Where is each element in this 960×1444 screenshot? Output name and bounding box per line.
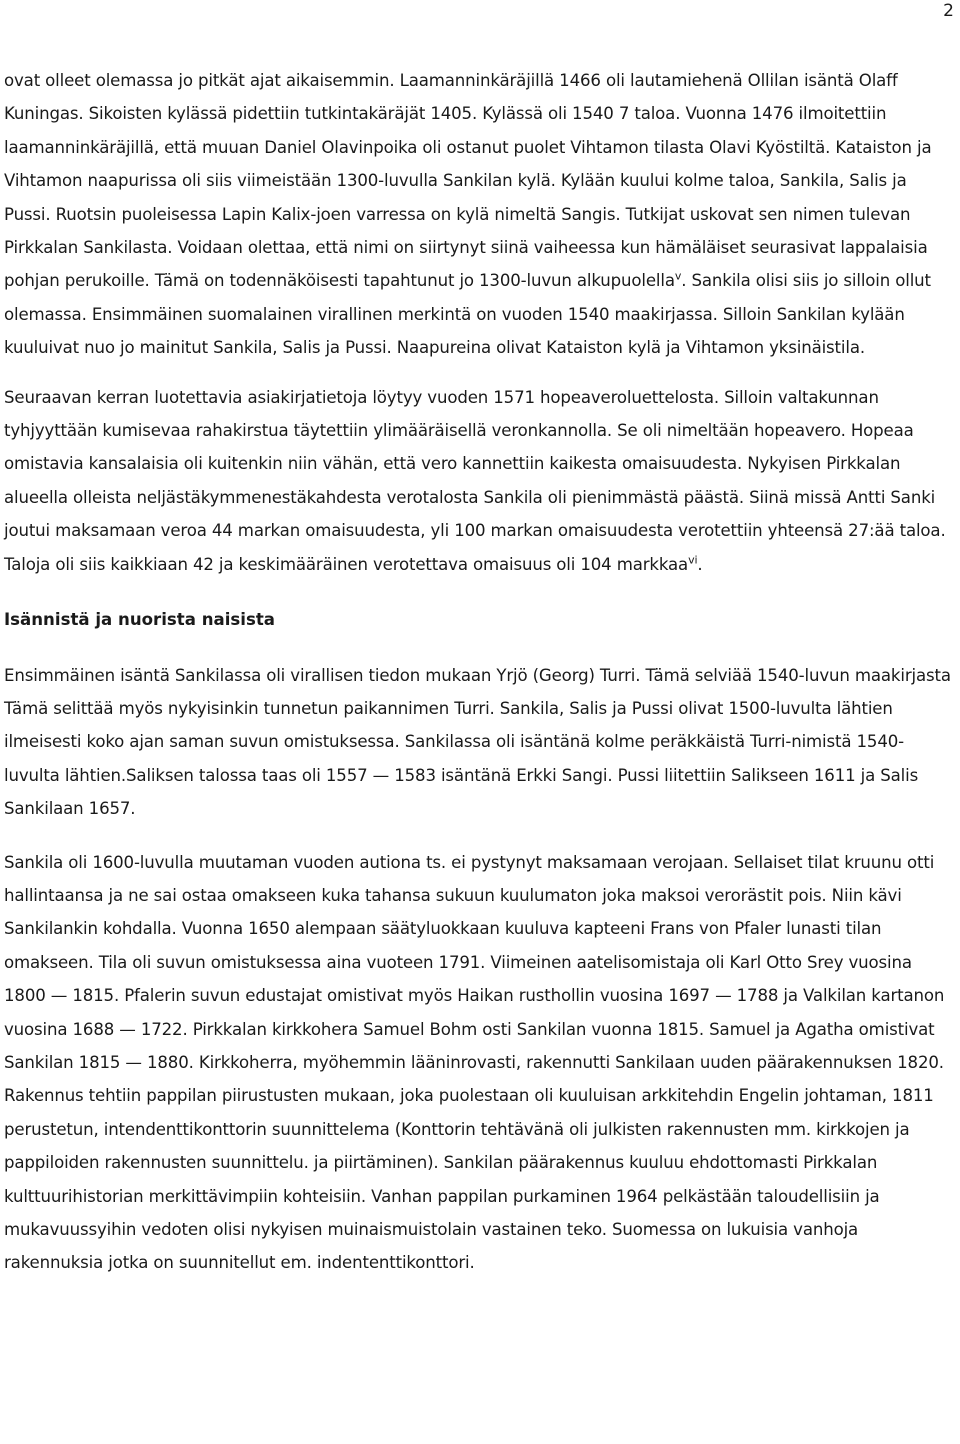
paragraph-first-masters: Ensimmäinen isäntä Sankilassa oli virallisen tiedon mukaan Yrjö (Georg) Turri. Tämä selviää 1540-luvun maakirjasta Tämä selittää myös nykyisinkin tunnetun paikannimen Turri. Sankila, Salis ja Pussi olivat 1500-luvulta lähtien ilmeisesti koko ajan saman suvun omistuksessa. Sankilassa oli isäntänä kolme peräkkäistä Turri-nimistä 1540-luvulta lähtien.Saliksen talossa taas oli 1557 — 1583 isäntänä Erkki Sangi. Pussi liitettiin Salikseen 1611 ja Salis Sankilaan 1657.: [4, 665, 951, 819]
paragraph-silver-tax: [4, 381, 956, 581]
paragraph-ownership: Sankila oli 1600-luvulla muutaman vuoden autiona ts. ei pystynyt maksamaan verojaan. Sellaiset tilat kruunu otti hallintaansa ja ne sai ostaa omakseen kuka tahansa sukuun kuulumaton joka maksoi verorästit pois. Niin kävi Sankilankin kohdalla. Vuonna 1650 alempaan säätyluokkaan kuuluva kapteeni Frans von Pfaler lunasti tilan omakseen. Tila oli suvun omistuksessa aina vuoteen 1791. Viimeinen aatelisomistaja oli Karl Otto Srey vuosina 1800 — 1815. Pfalerin suvun edustajat omistivat myös Haikan rusthollin vuosina 1697 — 1788 ja Valkilan kartanon vuosina 1688 — 1722. Pirkkalan kirkkohera Samuel Bohm osti Sankilan vuonna 1815. Samuel ja Agatha omistivat Sankilan 1815 — 1880. Kirkkoherra, myöhemmin lääninrovasti, rakennutti Sankilaan uuden päärakennuksen 1820. Rakennus tehtiin pappilan piirustusten mukaan, joka puolestaan oli kuuluisan arkkitehdin Engelin johtaman, 1811 perustetun, intendenttikonttorin suunnittelema (Konttorin tehtävänä oli julkisten rakennusten mm. kirkkojen ja pappiloiden rakennusten suunnittelu. ja piirtäminen). Sankilan päärakennus kuuluu ehdottomasti Pirkkalan kulttuurihistorian merkittävimpiin kohteisiin. Vanhan pappilan purkaminen 1964 pelkästään taloudellisiin ja mukavuussyihin vedoten olisi nykyisen muinaismuistolain vastainen teko. Suomessa on lukuisia vanhoja rakennuksia jotka on suunnitellut em. indententtikonttori.: [4, 852, 945, 1273]
footnote-marker-vi[interactable]: vi: [688, 553, 698, 567]
paragraph-history-text: ovat olleet olemassa jo pitkät ajat aikaisemmin. Laamanninkäräjillä 1466 oli lautamiehenä Ollilan isäntä Olaff Kuningas. Sikoisten kylässä pidettiin tutkintakäräjät 1405. Kylässä oli 1540 7 taloa. Vuonna 1476 ilmoitettiin laamanninkäräjillä, että muuan Daniel Olavinpoika oli ostanut puolet Vihtamon tilasta Olavi Kyöstiltä. Kataiston ja Vihtamon naapurissa oli siis viimeistään 1300-luvulla Sankilan kylä. Kylään kuului kolme taloa, Sankila, Salis ja Pussi. Ruotsin puoleisessa Lapin Kalix-joen varressa on kylä nimeltä Sangis. Tutkijat uskovat sen nimen tulevan Pirkkalan Sankilasta. Voidaan olettaa, että nimi on siirtynyt siinä vaiheessa kun hämäläiset seurasivat lappalaisia pohjan perukoille. Tämä on todennäköisesti tapahtunut jo 1300-luvun alkupuolella: [4, 71, 932, 291]
paragraph-silver-tax-tail: .: [697, 554, 703, 574]
page-number: 2: [943, 1, 954, 21]
document-body: [4, 64, 956, 1280]
footnote-marker-v[interactable]: v: [674, 269, 682, 283]
paragraph-history: [4, 64, 956, 365]
paragraph-history-tail: . Sankila olisi siis jo silloin ollut olemassa. Ensimmäinen suomalainen virallinen merkintä on vuoden 1540 maakirjassa. Silloin Sankilan kylään kuuluivat nuo jo mainitut Sankila, Salis ja Pussi. Naapureina olivat Kataiston kylä ja Vihtamon yksinäistila.: [4, 271, 931, 358]
section-heading: Isännistä ja nuorista naisista: [4, 610, 275, 630]
paragraph-silver-tax-text: Seuraavan kerran luotettavia asiakirjatietoja löytyy vuoden 1571 hopeaveroluettelosta. Silloin valtakunnan tyhjyyttään kumisevaa rahakirstua täytettiin ylimääräisellä veronkannolla. Se oli nimeltään hopeavero. Hopeaa omistavia kansalaisia oli kuitenkin niin vähän, että vero kannettiin kaikesta omaisuudesta. Nykyisen Pirkkalan alueella olleista neljästäkymmenestäkahdesta verotalosta Sankila oli pienimmästä päästä. Siinä missä Antti Sanki joutui maksamaan veroa 44 markan omaisuudesta, yli 100 markan omaisuudesta verotettiin yhteensä 27:ää taloa. Taloja oli siis kaikkiaan 42 ja keskimääräinen verotettava omaisuus oli 104 markkaa: [4, 387, 946, 574]
